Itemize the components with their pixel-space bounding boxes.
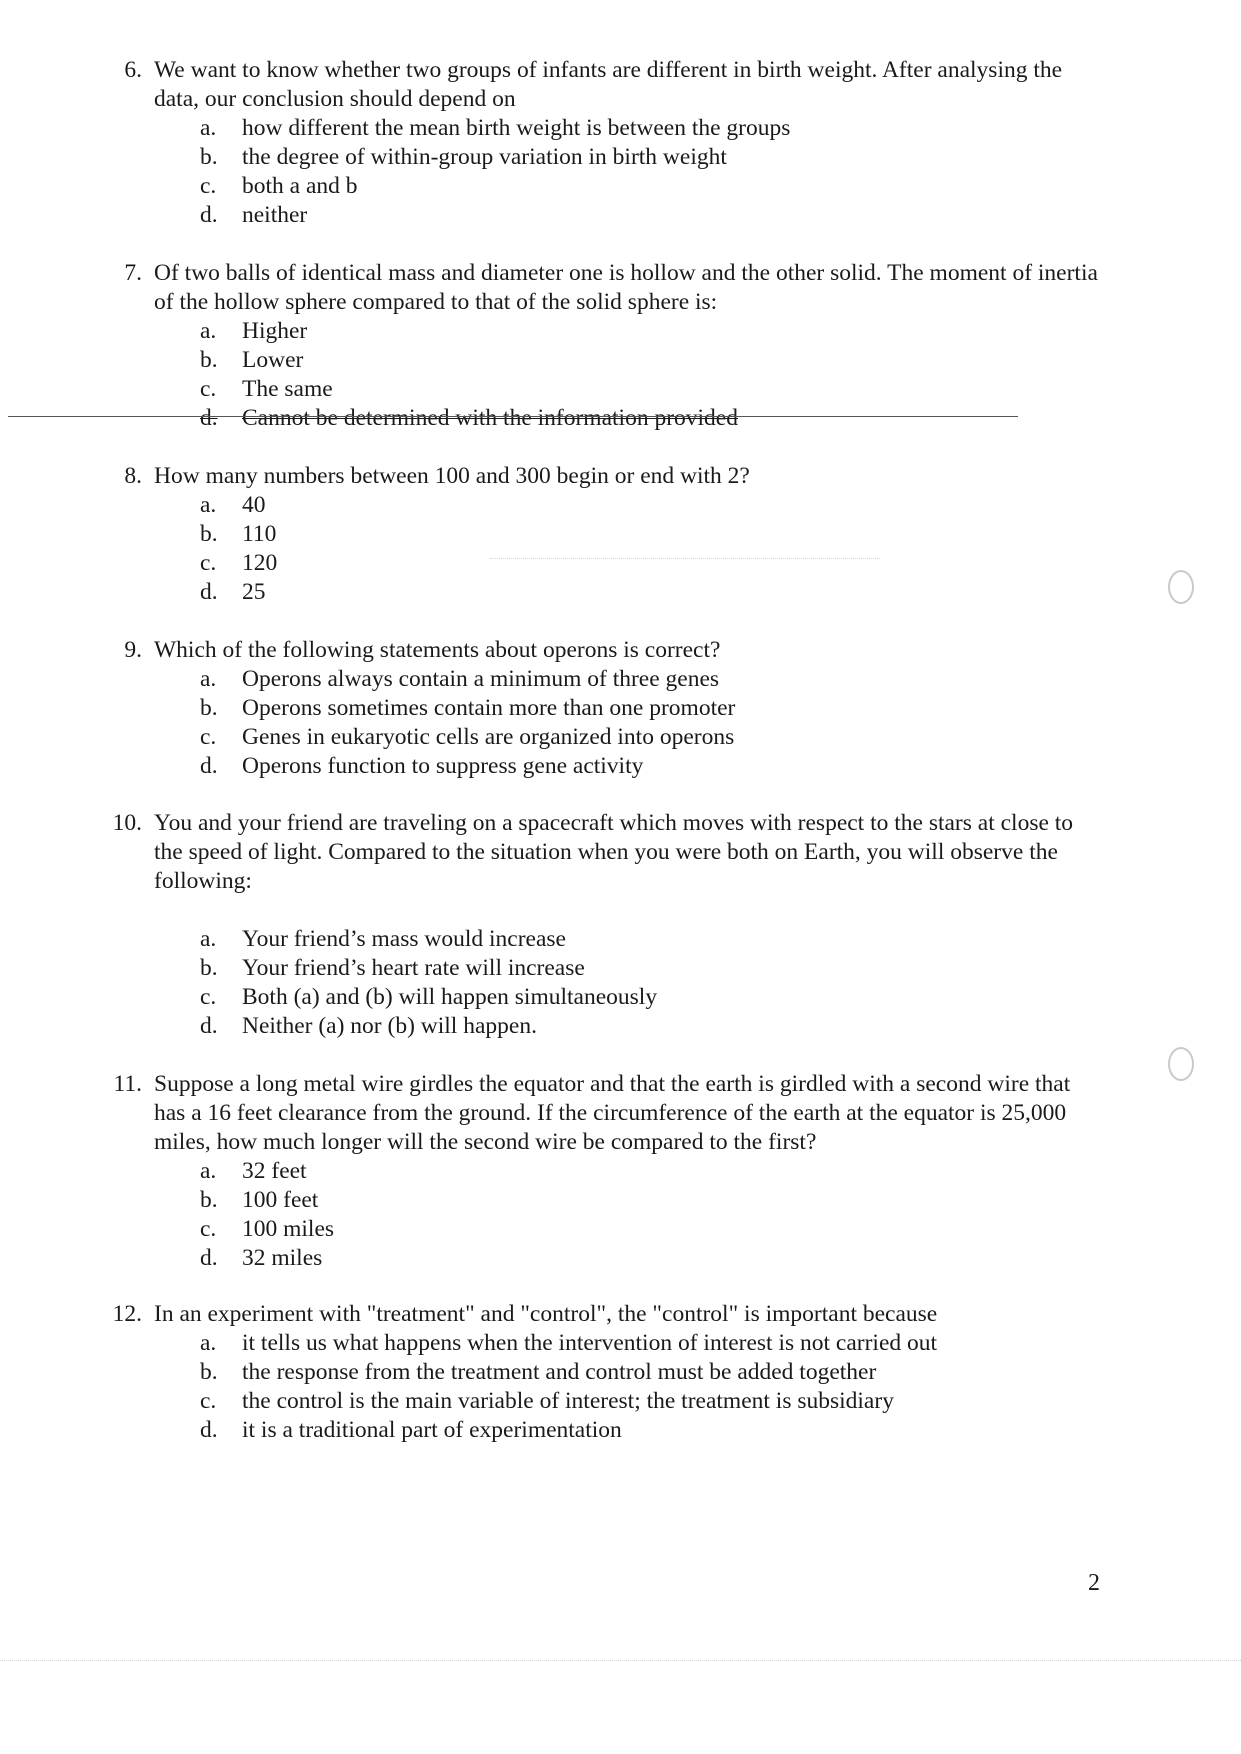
option-letter: c. xyxy=(200,724,217,750)
question-number: 12. xyxy=(112,1301,142,1327)
option-list xyxy=(100,114,1100,230)
option-a xyxy=(200,114,1100,143)
question-number: 10. xyxy=(112,810,142,836)
option-letter: d. xyxy=(200,202,218,228)
option-letter: b. xyxy=(200,144,218,170)
page-number: 2 xyxy=(1088,1570,1100,1596)
option-letter: b. xyxy=(200,1187,218,1213)
option-a xyxy=(200,1329,1100,1358)
option-letter: a. xyxy=(200,666,217,692)
option-c xyxy=(200,172,1100,201)
option-letter: d. xyxy=(200,753,218,779)
question-11 xyxy=(100,1070,1100,1273)
option-text: Lower xyxy=(242,347,304,373)
option-text: Operons always contain a minimum of three genes xyxy=(242,666,720,692)
option-text: how different the mean birth weight is between the groups xyxy=(242,115,791,141)
question-text: We want to know whether two groups of infants are different in birth weight. After analysing the data, our conclusion should depend on xyxy=(154,57,1063,112)
option-letter: d. xyxy=(200,579,218,605)
option-b xyxy=(200,954,1100,983)
option-letter: c. xyxy=(200,984,217,1010)
option-a xyxy=(200,317,1100,346)
option-letter: c. xyxy=(200,1216,217,1242)
option-text: 110 xyxy=(242,521,277,547)
question-number: 6. xyxy=(124,57,142,83)
option-text: Cannot be determined with the information provided xyxy=(242,405,738,431)
option-text: it tells us what happens when the intervention of interest is not carried out xyxy=(242,1330,938,1356)
option-letter: a. xyxy=(200,1330,217,1356)
option-text: 25 xyxy=(242,579,266,605)
option-b xyxy=(200,520,1100,549)
option-text: Higher xyxy=(242,318,308,344)
option-text: the response from the treatment and control must be added together xyxy=(242,1359,877,1385)
option-d xyxy=(200,1416,1100,1445)
option-text: Genes in eukaryotic cells are organized into operons xyxy=(242,724,735,750)
option-letter: b. xyxy=(200,521,218,547)
option-a xyxy=(200,491,1100,520)
option-d xyxy=(200,1012,1100,1041)
option-text: Your friend’s mass would increase xyxy=(242,926,566,952)
question-text: How many numbers between 100 and 300 begin or end with 2? xyxy=(154,463,750,489)
option-letter: a. xyxy=(200,492,217,518)
option-text: 32 feet xyxy=(242,1158,307,1184)
option-letter: c. xyxy=(200,173,217,199)
option-letter: d. xyxy=(200,405,218,431)
option-text: The same xyxy=(242,376,333,402)
option-text: it is a traditional part of experimentation xyxy=(242,1417,622,1443)
option-text: Operons function to suppress gene activity xyxy=(242,753,644,779)
question-text: Suppose a long metal wire girdles the equator and that the earth is girdled with a second wire that has a 16 feet clearance from the ground. If the circumference of the earth at the equator is 25,000 miles, how much longer will the second wire be compared to the first? xyxy=(154,1071,1071,1155)
option-text: Neither (a) nor (b) will happen. xyxy=(242,1013,537,1039)
question-text: In an experiment with "treatment" and "control", the "control" is important because xyxy=(154,1301,938,1327)
option-c xyxy=(200,1215,1100,1244)
question-12 xyxy=(100,1300,1100,1445)
option-d xyxy=(200,752,1100,781)
punch-hole-mark xyxy=(1168,1047,1194,1081)
option-letter: d. xyxy=(200,1245,218,1271)
question-7 xyxy=(100,259,1100,433)
option-b xyxy=(200,1358,1100,1387)
option-b xyxy=(200,346,1100,375)
option-letter: a. xyxy=(200,318,217,344)
option-b xyxy=(200,1186,1100,1215)
option-letter: b. xyxy=(200,1359,218,1385)
option-text: the degree of within-group variation in birth weight xyxy=(242,144,727,170)
option-text: the control is the main variable of interest; the treatment is subsidiary xyxy=(242,1388,894,1414)
option-text: Both (a) and (b) will happen simultaneously xyxy=(242,984,658,1010)
strike-through-line xyxy=(8,416,1018,417)
option-a xyxy=(200,925,1100,954)
option-c xyxy=(200,723,1100,752)
option-text: neither xyxy=(242,202,308,228)
option-letter: b. xyxy=(200,347,218,373)
option-list xyxy=(100,1157,1100,1273)
option-text: Your friend’s heart rate will increase xyxy=(242,955,585,981)
option-list xyxy=(100,1329,1100,1445)
option-c xyxy=(200,1387,1100,1416)
question-10 xyxy=(100,809,1100,1041)
option-letter: c. xyxy=(200,376,217,402)
option-letter: d. xyxy=(200,1417,218,1443)
option-d xyxy=(200,1244,1100,1273)
option-a xyxy=(200,1157,1100,1186)
option-text: 100 feet xyxy=(242,1187,319,1213)
scan-artifact-line xyxy=(490,558,880,559)
option-letter: a. xyxy=(200,1158,217,1184)
question-text: Of two balls of identical mass and diameter one is hollow and the other solid. The moment of inertia of the hollow sphere compared to that of the solid sphere is: xyxy=(154,260,1098,315)
question-text: Which of the following statements about operons is correct? xyxy=(154,637,721,663)
option-letter: d. xyxy=(200,1013,218,1039)
question-9 xyxy=(100,636,1100,781)
question-number: 11. xyxy=(113,1071,142,1097)
scan-artifact-line xyxy=(0,1660,1241,1661)
option-d-struck-through xyxy=(200,404,1100,433)
option-text: 32 miles xyxy=(242,1245,323,1271)
option-c xyxy=(200,375,1100,404)
option-d xyxy=(200,201,1100,230)
option-b xyxy=(200,143,1100,172)
option-text: both a and b xyxy=(242,173,358,199)
option-text: 100 miles xyxy=(242,1216,335,1242)
option-letter: b. xyxy=(200,955,218,981)
option-letter: c. xyxy=(200,1388,217,1414)
option-letter: a. xyxy=(200,115,217,141)
option-letter: b. xyxy=(200,695,218,721)
question-number: 7. xyxy=(124,260,142,286)
option-list xyxy=(100,491,1100,607)
question-text: You and your friend are traveling on a spacecraft which moves with respect to the stars at close to the speed of light. Compared to the situation when you were both on Earth, you will observe the following: xyxy=(154,810,1074,894)
option-list xyxy=(100,665,1100,781)
option-letter: c. xyxy=(200,550,217,576)
option-text: 40 xyxy=(242,492,266,518)
option-letter: a. xyxy=(200,926,217,952)
option-a xyxy=(200,665,1100,694)
option-d xyxy=(200,578,1100,607)
option-text: Operons sometimes contain more than one promoter xyxy=(242,695,736,721)
option-c xyxy=(200,983,1100,1012)
question-number: 8. xyxy=(124,463,142,489)
question-number: 9. xyxy=(124,637,142,663)
option-text: 120 xyxy=(242,550,278,576)
option-list xyxy=(100,925,1100,1041)
option-b xyxy=(200,694,1100,723)
question-6 xyxy=(100,56,1100,230)
punch-hole-mark xyxy=(1168,570,1194,604)
question-8 xyxy=(100,462,1100,607)
option-c xyxy=(200,549,1100,578)
